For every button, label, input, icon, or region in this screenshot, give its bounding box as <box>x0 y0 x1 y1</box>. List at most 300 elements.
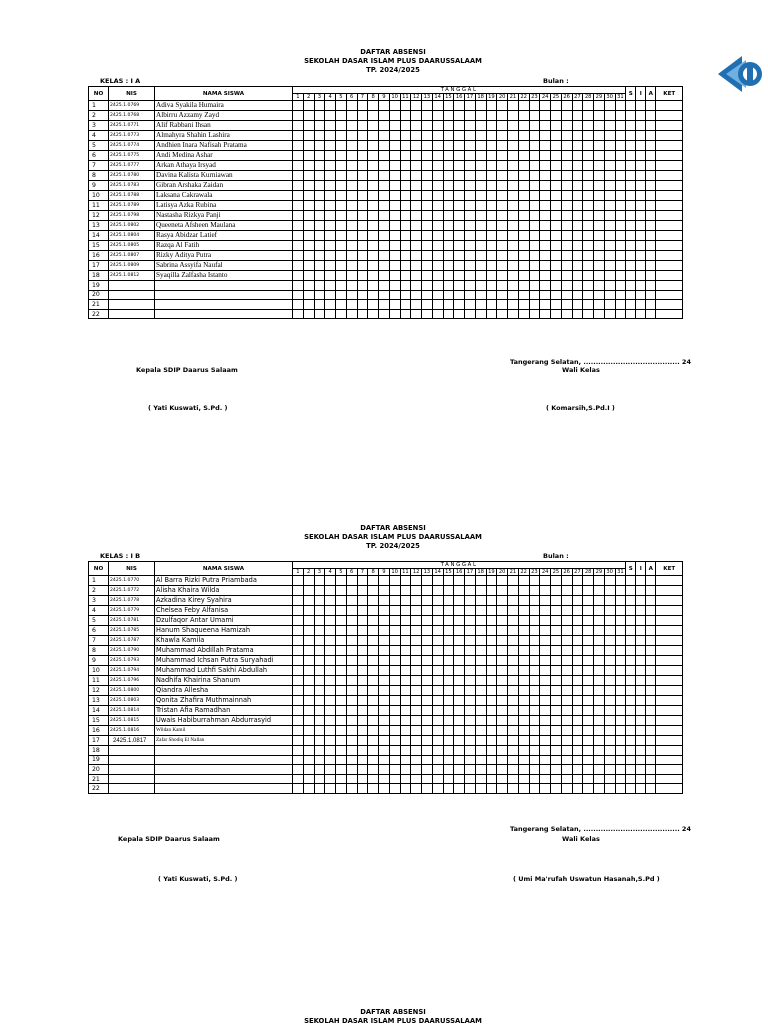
attendance-cell <box>497 676 508 686</box>
attendance-cell <box>508 576 519 586</box>
attendance-cell <box>368 586 379 596</box>
day-number: 21 <box>508 569 519 576</box>
student-name: Qiandra Allesha <box>155 686 293 696</box>
attendance-cell <box>540 646 551 656</box>
attendance-cell <box>508 716 519 726</box>
day-number: 7 <box>357 569 368 576</box>
attendance-cell <box>303 716 314 726</box>
attendance-cell <box>572 181 583 191</box>
attendance-cell <box>486 141 497 151</box>
student-name: Muhammad Luthfi Sakhi Abdullah <box>155 666 293 676</box>
attendance-cell <box>486 191 497 201</box>
attendance-cell <box>551 596 562 606</box>
attendance-cell <box>325 706 336 716</box>
attendance-cell <box>400 774 411 784</box>
table-row <box>89 141 683 151</box>
attendance-cell <box>497 626 508 636</box>
attendance-cell <box>389 596 400 606</box>
attendance-cell <box>411 696 422 706</box>
attendance-cell <box>518 161 529 171</box>
summary-cell-i <box>636 161 646 171</box>
summary-cell-s <box>626 765 636 775</box>
attendance-cell <box>336 774 347 784</box>
attendance-cell <box>604 765 615 775</box>
attendance-cell <box>486 171 497 181</box>
attendance-cell <box>486 576 497 586</box>
attendance-cell <box>432 211 443 221</box>
attendance-cell <box>475 736 486 746</box>
student-name: Andi Medina Ashar <box>155 151 293 161</box>
attendance-cell <box>293 309 304 319</box>
summary-cell-ket <box>656 774 683 784</box>
attendance-cell <box>443 626 454 636</box>
attendance-cell <box>508 784 519 794</box>
attendance-cell <box>325 131 336 141</box>
student-nis <box>109 290 155 300</box>
attendance-cell <box>422 616 433 626</box>
attendance-cell <box>561 221 572 231</box>
attendance-cell <box>454 121 465 131</box>
attendance-cell <box>540 596 551 606</box>
attendance-cell <box>518 596 529 606</box>
row-number: 21 <box>89 774 109 784</box>
col-header-a: A <box>646 87 656 101</box>
attendance-cell <box>572 151 583 161</box>
attendance-cell <box>465 656 476 666</box>
attendance-cell <box>518 576 529 586</box>
attendance-cell <box>583 576 594 586</box>
attendance-cell <box>475 716 486 726</box>
row-number: 19 <box>89 755 109 765</box>
attendance-cell <box>432 616 443 626</box>
attendance-cell <box>518 656 529 666</box>
attendance-cell <box>336 646 347 656</box>
attendance-cell <box>454 201 465 211</box>
col-header-i: I <box>636 87 646 101</box>
attendance-cell <box>379 696 390 706</box>
attendance-cell <box>540 181 551 191</box>
attendance-cell <box>325 261 336 271</box>
summary-cell-i <box>636 586 646 596</box>
attendance-cell <box>411 241 422 251</box>
attendance-cell <box>551 191 562 201</box>
attendance-cell <box>314 309 325 319</box>
attendance-cell <box>551 171 562 181</box>
summary-cell-i <box>636 784 646 794</box>
attendance-cell <box>604 746 615 756</box>
attendance-cell <box>336 586 347 596</box>
summary-cell-i <box>636 626 646 636</box>
summary-cell-a <box>646 309 656 319</box>
attendance-cell <box>551 221 562 231</box>
attendance-cell <box>303 161 314 171</box>
attendance-cell <box>400 746 411 756</box>
attendance-cell <box>443 726 454 736</box>
attendance-cell <box>303 596 314 606</box>
attendance-cell <box>561 181 572 191</box>
attendance-cell <box>293 696 304 706</box>
attendance-cell <box>497 111 508 121</box>
attendance-cell <box>368 251 379 261</box>
attendance-cell <box>518 755 529 765</box>
summary-cell-i <box>636 141 646 151</box>
summary-cell-ket <box>656 281 683 291</box>
attendance-cell <box>314 111 325 121</box>
attendance-cell <box>432 646 443 656</box>
attendance-cell <box>572 736 583 746</box>
attendance-cell <box>604 231 615 241</box>
attendance-cell <box>594 221 605 231</box>
attendance-cell <box>604 241 615 251</box>
col-header-nis: NIS <box>109 562 155 576</box>
row-number: 12 <box>89 686 109 696</box>
attendance-cell <box>594 626 605 636</box>
attendance-cell <box>604 290 615 300</box>
day-number: 31 <box>615 94 626 101</box>
attendance-cell <box>561 696 572 706</box>
attendance-cell <box>368 191 379 201</box>
attendance-cell <box>400 755 411 765</box>
attendance-cell <box>572 231 583 241</box>
attendance-cell <box>604 201 615 211</box>
attendance-cell <box>389 131 400 141</box>
attendance-cell <box>615 300 626 310</box>
attendance-cell <box>389 111 400 121</box>
attendance-cell <box>293 111 304 121</box>
table-row <box>89 191 683 201</box>
attendance-cell <box>572 300 583 310</box>
attendance-cell <box>400 201 411 211</box>
attendance-cell <box>422 686 433 696</box>
attendance-cell <box>615 221 626 231</box>
attendance-cell <box>572 636 583 646</box>
attendance-cell <box>583 746 594 756</box>
attendance-cell <box>303 171 314 181</box>
attendance-cell <box>561 646 572 656</box>
attendance-cell <box>561 121 572 131</box>
attendance-cell <box>432 686 443 696</box>
attendance-cell <box>508 606 519 616</box>
attendance-cell <box>604 716 615 726</box>
attendance-cell <box>422 716 433 726</box>
attendance-cell <box>293 726 304 736</box>
attendance-cell <box>529 171 540 181</box>
attendance-cell <box>336 755 347 765</box>
attendance-cell <box>314 576 325 586</box>
summary-cell-ket <box>656 131 683 141</box>
attendance-cell <box>615 121 626 131</box>
attendance-sheet-next <box>88 1008 698 1024</box>
attendance-cell <box>379 211 390 221</box>
row-number: 13 <box>89 696 109 706</box>
attendance-cell <box>529 191 540 201</box>
attendance-cell <box>604 616 615 626</box>
attendance-cell <box>346 111 357 121</box>
attendance-cell <box>346 696 357 706</box>
student-nis: 2425.1.0800 <box>109 686 155 696</box>
student-name <box>155 281 293 291</box>
attendance-cell <box>346 151 357 161</box>
summary-cell-a <box>646 774 656 784</box>
attendance-cell <box>303 656 314 666</box>
attendance-cell <box>411 666 422 676</box>
attendance-cell <box>465 271 476 281</box>
attendance-cell <box>518 706 529 716</box>
attendance-cell <box>411 726 422 736</box>
attendance-cell <box>561 706 572 716</box>
attendance-cell <box>561 141 572 151</box>
table-row <box>89 696 683 706</box>
attendance-cell <box>400 706 411 716</box>
attendance-cell <box>454 765 465 775</box>
attendance-cell <box>497 251 508 261</box>
attendance-cell <box>346 251 357 261</box>
summary-cell-a <box>646 736 656 746</box>
attendance-cell <box>357 636 368 646</box>
attendance-cell <box>615 706 626 716</box>
row-number: 16 <box>89 726 109 736</box>
attendance-cell <box>293 666 304 676</box>
summary-cell-i <box>636 290 646 300</box>
summary-cell-i <box>636 111 646 121</box>
attendance-cell <box>379 636 390 646</box>
attendance-cell <box>443 281 454 291</box>
attendance-cell <box>389 726 400 736</box>
attendance-cell <box>379 161 390 171</box>
attendance-cell <box>293 596 304 606</box>
attendance-cell <box>615 666 626 676</box>
summary-cell-i <box>636 696 646 706</box>
attendance-cell <box>529 211 540 221</box>
day-number: 28 <box>583 569 594 576</box>
attendance-cell <box>303 706 314 716</box>
attendance-cell <box>443 251 454 261</box>
table-row <box>89 300 683 310</box>
attendance-cell <box>529 101 540 111</box>
attendance-cell <box>561 636 572 646</box>
attendance-cell <box>551 281 562 291</box>
attendance-cell <box>465 111 476 121</box>
day-number: 22 <box>518 94 529 101</box>
attendance-cell <box>293 626 304 636</box>
student-name: Tristan Afia Ramadhan <box>155 706 293 716</box>
summary-cell-i <box>636 616 646 626</box>
attendance-cell <box>368 746 379 756</box>
attendance-cell <box>357 774 368 784</box>
attendance-cell <box>486 666 497 676</box>
attendance-cell <box>572 241 583 251</box>
attendance-cell <box>325 251 336 261</box>
attendance-cell <box>422 211 433 221</box>
attendance-cell <box>486 656 497 666</box>
summary-cell-a <box>646 290 656 300</box>
summary-cell-i <box>636 686 646 696</box>
attendance-cell <box>368 161 379 171</box>
attendance-cell <box>314 656 325 666</box>
attendance-cell <box>422 300 433 310</box>
attendance-cell <box>422 706 433 716</box>
attendance-cell <box>400 656 411 666</box>
attendance-cell <box>540 616 551 626</box>
attendance-cell <box>379 141 390 151</box>
summary-cell-s <box>626 696 636 706</box>
attendance-cell <box>615 576 626 586</box>
attendance-cell <box>336 746 347 756</box>
attendance-cell <box>508 646 519 656</box>
summary-cell-s <box>626 231 636 241</box>
day-number: 23 <box>529 569 540 576</box>
attendance-cell <box>411 755 422 765</box>
attendance-cell <box>518 736 529 746</box>
attendance-cell <box>475 309 486 319</box>
attendance-cell <box>368 616 379 626</box>
row-number: 8 <box>89 171 109 181</box>
attendance-cell <box>615 716 626 726</box>
attendance-cell <box>293 131 304 141</box>
attendance-cell <box>497 696 508 706</box>
attendance-cell <box>475 101 486 111</box>
attendance-cell <box>293 586 304 596</box>
attendance-cell <box>346 161 357 171</box>
attendance-cell <box>314 726 325 736</box>
attendance-cell <box>486 221 497 231</box>
attendance-cell <box>465 211 476 221</box>
summary-cell-s <box>626 261 636 271</box>
attendance-cell <box>422 141 433 151</box>
attendance-cell <box>540 726 551 736</box>
attendance-cell <box>336 656 347 666</box>
row-number: 15 <box>89 241 109 251</box>
attendance-cell <box>454 576 465 586</box>
summary-cell-i <box>636 241 646 251</box>
attendance-cell <box>454 181 465 191</box>
attendance-cell <box>561 755 572 765</box>
student-name: Adiva Syakila Humaira <box>155 101 293 111</box>
attendance-sheet-ia <box>88 48 698 428</box>
attendance-cell <box>411 586 422 596</box>
attendance-cell <box>583 765 594 775</box>
attendance-cell <box>594 736 605 746</box>
attendance-cell <box>400 696 411 706</box>
attendance-cell <box>368 111 379 121</box>
day-number: 1 <box>293 569 304 576</box>
attendance-cell <box>486 271 497 281</box>
attendance-cell <box>422 251 433 261</box>
attendance-cell <box>422 261 433 271</box>
attendance-cell <box>465 141 476 151</box>
attendance-cell <box>497 616 508 626</box>
attendance-cell <box>389 765 400 775</box>
attendance-cell <box>583 666 594 676</box>
summary-cell-i <box>636 271 646 281</box>
attendance-cell <box>432 171 443 181</box>
attendance-cell <box>518 309 529 319</box>
attendance-cell <box>303 774 314 784</box>
attendance-cell <box>389 576 400 586</box>
attendance-cell <box>336 616 347 626</box>
attendance-cell <box>518 686 529 696</box>
attendance-cell <box>293 231 304 241</box>
attendance-cell <box>325 161 336 171</box>
attendance-cell <box>325 596 336 606</box>
attendance-cell <box>454 716 465 726</box>
attendance-cell <box>497 151 508 161</box>
attendance-cell <box>465 736 476 746</box>
attendance-cell <box>561 676 572 686</box>
summary-cell-a <box>646 251 656 261</box>
attendance-cell <box>422 765 433 775</box>
summary-cell-s <box>626 201 636 211</box>
row-number: 15 <box>89 716 109 726</box>
summary-cell-s <box>626 666 636 676</box>
attendance-cell <box>422 309 433 319</box>
wali-kelas-label: Wali Kelas <box>562 835 600 843</box>
attendance-cell <box>368 281 379 291</box>
attendance-cell <box>529 626 540 636</box>
attendance-cell <box>551 626 562 636</box>
school-year: TP. 2024/2025 <box>366 542 420 550</box>
attendance-cell <box>357 596 368 606</box>
attendance-cell <box>465 686 476 696</box>
attendance-cell <box>561 606 572 616</box>
attendance-cell <box>379 784 390 794</box>
attendance-cell <box>400 676 411 686</box>
attendance-cell <box>540 586 551 596</box>
attendance-cell <box>486 606 497 616</box>
attendance-cell <box>465 616 476 626</box>
attendance-cell <box>529 576 540 586</box>
attendance-cell <box>454 636 465 646</box>
attendance-cell <box>508 131 519 141</box>
attendance-cell <box>346 606 357 616</box>
attendance-cell <box>336 666 347 676</box>
summary-cell-a <box>646 171 656 181</box>
attendance-cell <box>432 151 443 161</box>
attendance-cell <box>486 716 497 726</box>
day-number: 12 <box>411 569 422 576</box>
attendance-cell <box>615 211 626 221</box>
attendance-cell <box>465 300 476 310</box>
attendance-cell <box>443 576 454 586</box>
attendance-cell <box>475 706 486 716</box>
attendance-cell <box>303 231 314 241</box>
attendance-cell <box>293 271 304 281</box>
day-number: 24 <box>540 569 551 576</box>
summary-cell-i <box>636 221 646 231</box>
attendance-cell <box>368 141 379 151</box>
attendance-cell <box>594 271 605 281</box>
attendance-cell <box>615 161 626 171</box>
attendance-cell <box>615 151 626 161</box>
attendance-cell <box>379 596 390 606</box>
summary-cell-i <box>636 576 646 586</box>
attendance-cell <box>583 636 594 646</box>
attendance-cell <box>615 646 626 656</box>
attendance-cell <box>551 211 562 221</box>
attendance-cell <box>604 171 615 181</box>
attendance-cell <box>379 271 390 281</box>
attendance-cell <box>379 586 390 596</box>
col-header-no: NO <box>89 562 109 576</box>
row-number: 21 <box>89 300 109 310</box>
attendance-cell <box>583 241 594 251</box>
attendance-cell <box>346 616 357 626</box>
attendance-cell <box>368 726 379 736</box>
attendance-cell <box>357 221 368 231</box>
attendance-cell <box>314 290 325 300</box>
day-number: 20 <box>497 569 508 576</box>
attendance-cell <box>293 706 304 716</box>
